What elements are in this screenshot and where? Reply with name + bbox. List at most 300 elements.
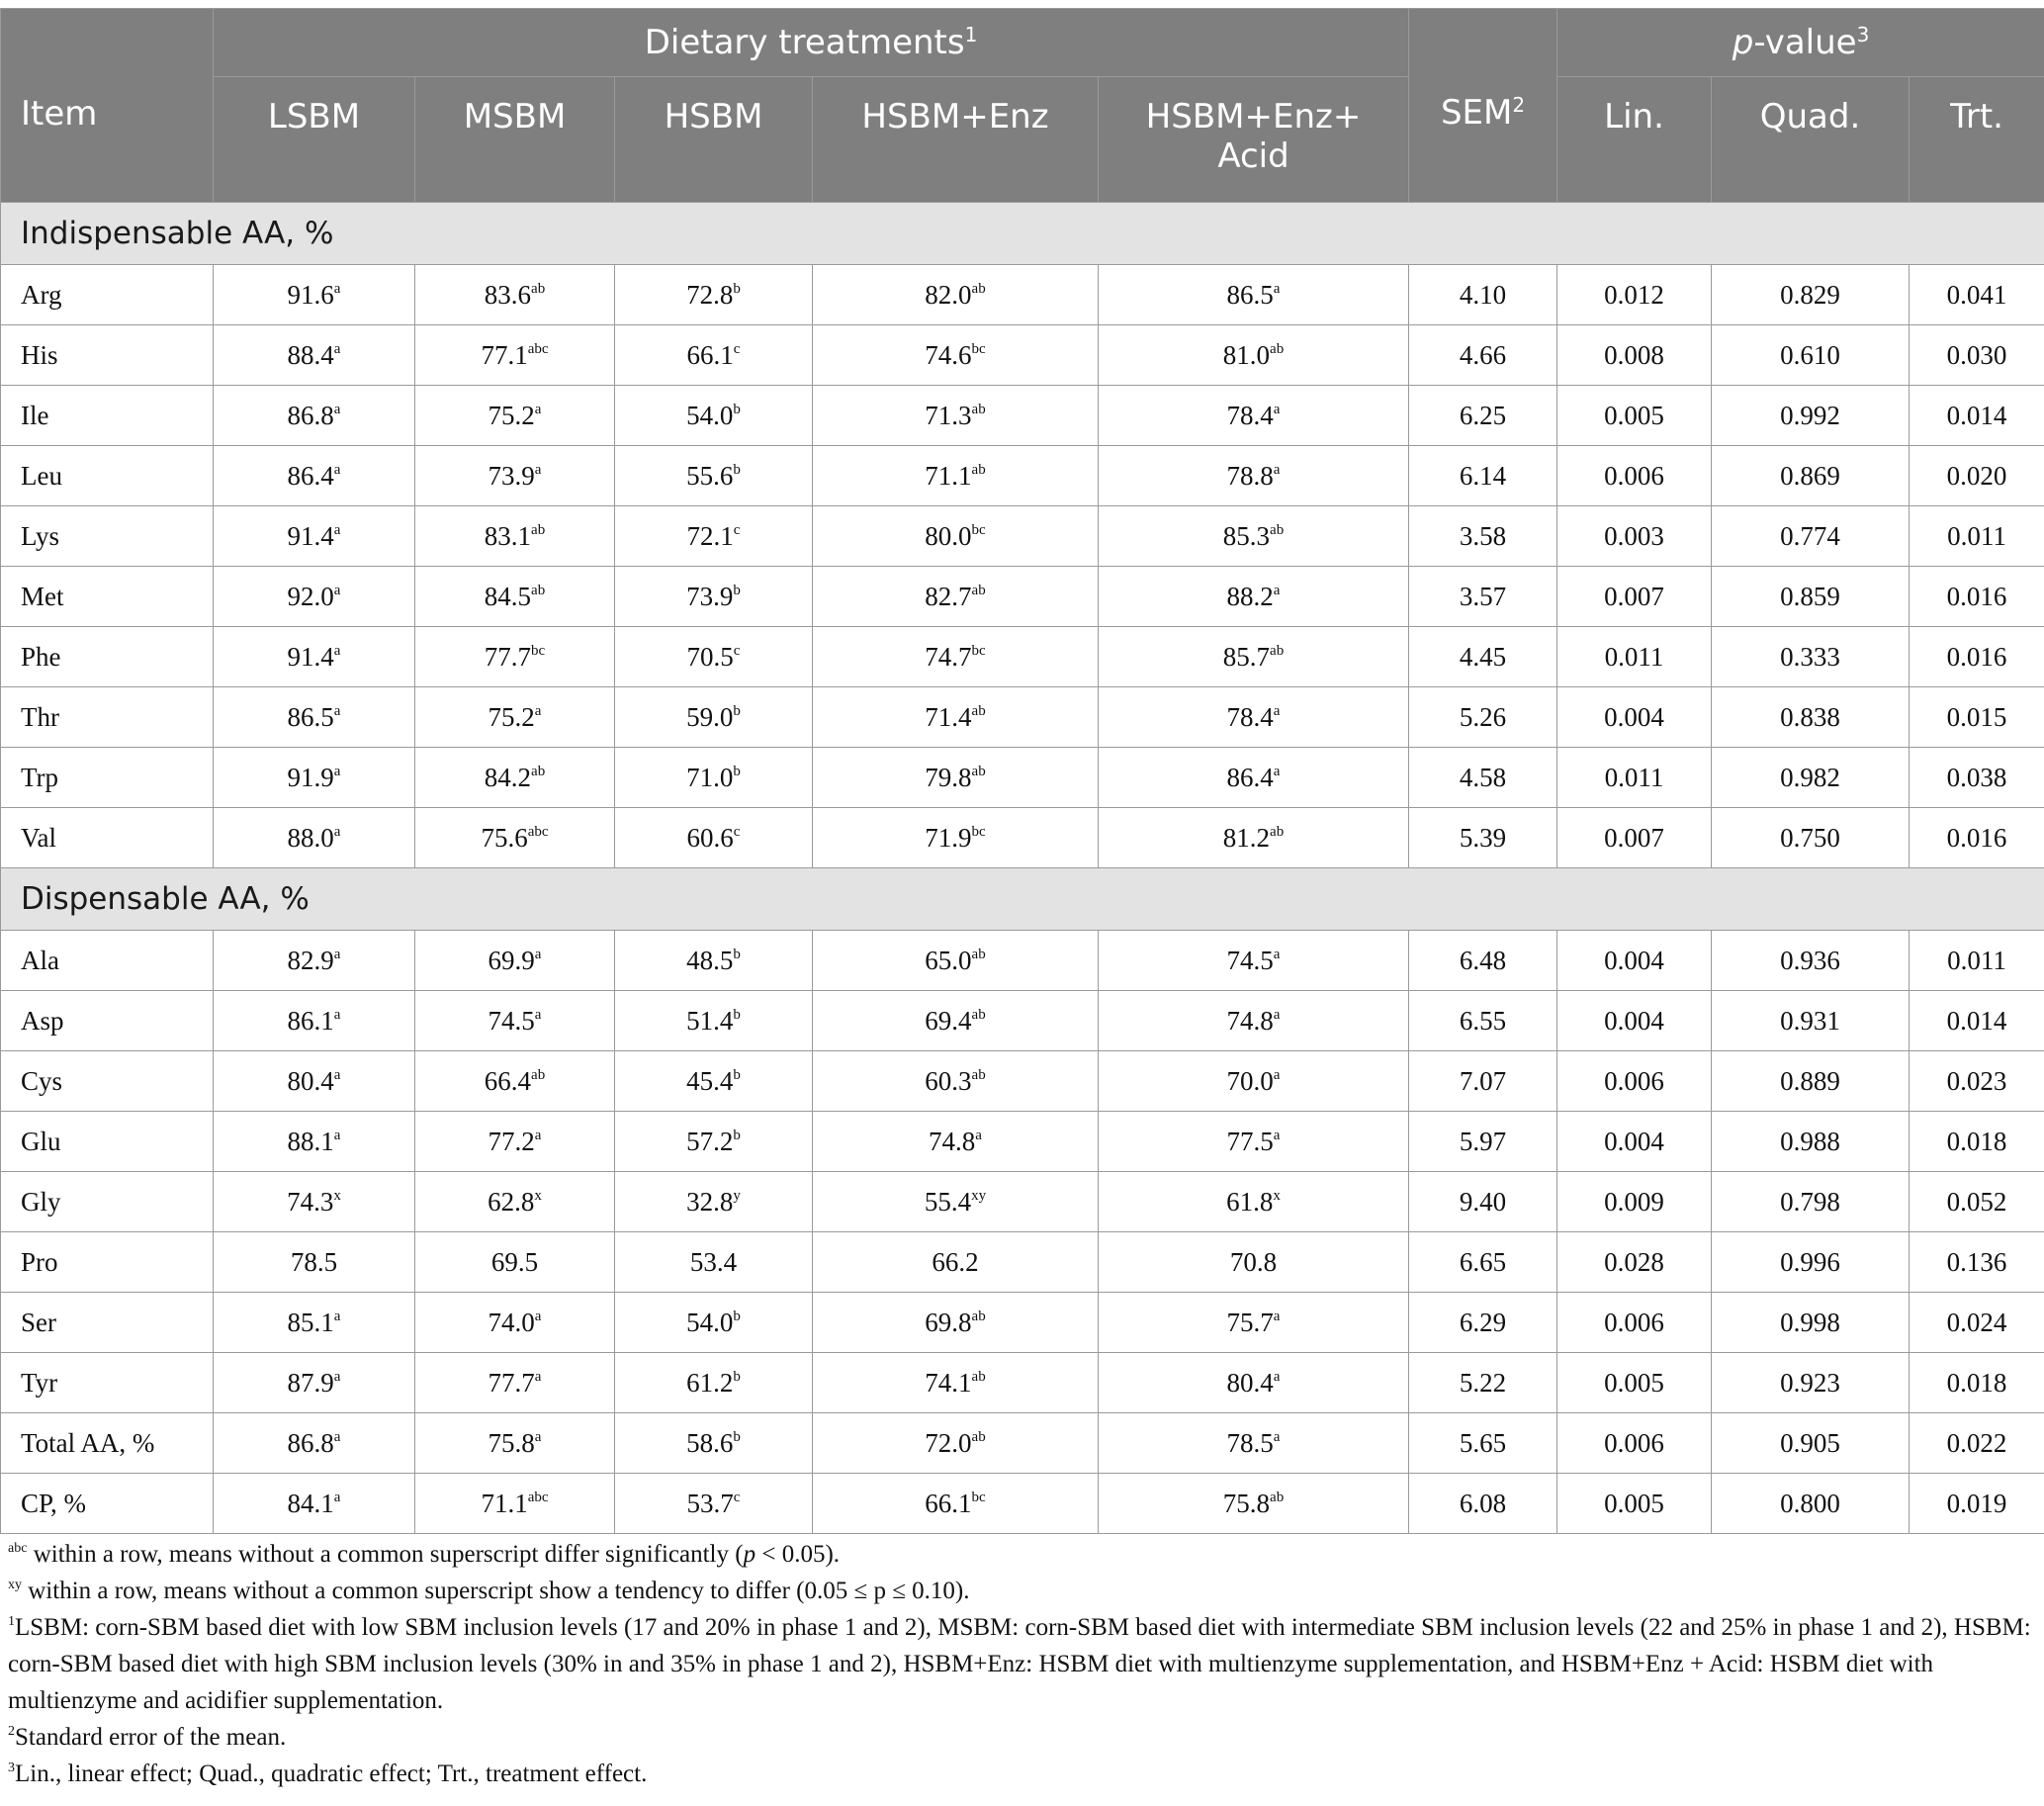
treatment-value-cell [214, 748, 415, 808]
significance-letter: a [333, 1127, 341, 1143]
treatment-value: 82.7 [925, 581, 972, 611]
treatment-value: 69.8 [925, 1307, 972, 1337]
row-trt: 0.015 [1910, 687, 2044, 748]
treatment-value: 84.5 [484, 581, 532, 611]
treatment-value: 77.1 [481, 339, 528, 370]
significance-letter: b [733, 1006, 741, 1023]
significance-letter: a [333, 582, 341, 598]
treatment-value: 86.8 [287, 1427, 334, 1458]
table-row [1, 1413, 2044, 1474]
treatment-value-cell [214, 1172, 415, 1232]
row-item: Thr [1, 687, 214, 748]
treatment-value: 71.9 [925, 822, 972, 853]
treatment-value: 91.4 [287, 520, 334, 551]
row-sem: 5.26 [1409, 687, 1557, 748]
row-sem: 7.07 [1409, 1051, 1557, 1112]
significance-letter: ab [971, 1066, 986, 1083]
treatment-value: 74.7 [925, 641, 972, 672]
treatment-value: 55.4 [924, 1186, 972, 1217]
significance-letter: a [1273, 582, 1281, 598]
treatment-value-cell [615, 1474, 813, 1534]
treatment-value-cell [214, 627, 415, 687]
row-sem: 3.57 [1409, 567, 1557, 627]
significance-letter: ab [1270, 823, 1285, 840]
treatment-value: 69.9 [488, 945, 535, 975]
treatment-value-cell [1099, 687, 1409, 748]
row-lin: 0.012 [1557, 265, 1712, 325]
header-sem: SEM$^2$ [1409, 9, 1557, 203]
row-lin: 0.007 [1557, 567, 1712, 627]
row-trt: 0.020 [1910, 446, 2044, 506]
treatment-value-cell [813, 991, 1099, 1051]
row-trt: 0.016 [1910, 627, 2044, 687]
significance-letter: ab [971, 401, 986, 417]
header-trt: Trt. [1910, 77, 2044, 203]
row-trt: 0.052 [1910, 1172, 2044, 1232]
significance-letter: abc [527, 823, 549, 840]
row-item: Leu [1, 446, 214, 506]
significance-letter: bc [971, 340, 986, 357]
treatment-value-cell [415, 748, 615, 808]
row-lin: 0.011 [1557, 627, 1712, 687]
row-item: Tyr [1, 1353, 214, 1413]
significance-letter: a [1273, 1308, 1281, 1324]
treatment-value: 79.8 [925, 762, 972, 792]
row-lin: 0.005 [1557, 1474, 1712, 1534]
row-quad: 0.996 [1712, 1232, 1910, 1293]
treatment-value: 84.1 [287, 1488, 334, 1518]
row-lin: 0.003 [1557, 506, 1712, 567]
row-quad: 0.838 [1712, 687, 1910, 748]
row-quad: 0.931 [1712, 991, 1910, 1051]
row-item: Gly [1, 1172, 214, 1232]
treatment-value-cell [813, 1112, 1099, 1172]
treatment-value: 74.6 [925, 339, 972, 370]
row-trt: 0.016 [1910, 567, 2044, 627]
treatment-value-cell [415, 1232, 615, 1293]
row-quad: 0.800 [1712, 1474, 1910, 1534]
treatment-value: 75.8 [488, 1427, 535, 1458]
table-body [1, 203, 2044, 1534]
row-lin: 0.008 [1557, 325, 1712, 386]
treatment-value-cell [615, 808, 813, 868]
treatment-value: 86.5 [287, 701, 334, 732]
row-quad: 0.610 [1712, 325, 1910, 386]
treatment-value-cell [813, 808, 1099, 868]
treatment-value: 87.9 [287, 1367, 334, 1398]
footnote-xy: $^{xy}$ within a row, means without a common superscript show a tendency to differ (0.05 ≤ p ≤ 0.10). [8, 1578, 970, 1604]
treatment-value-cell [1099, 808, 1409, 868]
row-trt: 0.024 [1910, 1293, 2044, 1353]
treatment-value: 74.3 [287, 1186, 334, 1217]
treatment-value-cell [1099, 325, 1409, 386]
treatment-value: 74.0 [488, 1307, 535, 1337]
row-item: CP, % [1, 1474, 214, 1534]
header-treatment: LSBM [214, 77, 415, 203]
table-row [1, 1172, 2044, 1232]
row-lin: 0.006 [1557, 1293, 1712, 1353]
significance-letter: xy [971, 1187, 987, 1204]
treatment-value: 84.2 [484, 762, 532, 792]
significance-letter: a [333, 1368, 341, 1385]
treatment-value-cell [415, 931, 615, 991]
treatment-value-cell [813, 931, 1099, 991]
treatment-value: 75.6 [481, 822, 528, 853]
significance-letter: b [733, 946, 741, 962]
row-lin: 0.006 [1557, 1413, 1712, 1474]
row-lin: 0.006 [1557, 1051, 1712, 1112]
significance-letter: ab [971, 461, 986, 478]
treatment-value: 78.4 [1226, 400, 1274, 430]
treatment-value: 77.2 [488, 1126, 535, 1156]
row-sem: 6.08 [1409, 1474, 1557, 1534]
treatment-value-cell [813, 627, 1099, 687]
treatment-value-cell [1099, 1051, 1409, 1112]
treatment-value: 86.1 [287, 1005, 334, 1036]
significance-letter: b [733, 702, 741, 719]
treatment-value: 48.5 [686, 945, 734, 975]
treatment-value: 60.3 [925, 1065, 972, 1096]
significance-letter: bc [971, 521, 986, 538]
significance-letter: a [534, 1308, 542, 1324]
treatment-value: 75.8 [1222, 1488, 1271, 1518]
treatment-value-cell [813, 1413, 1099, 1474]
treatment-value: 82.0 [925, 279, 972, 310]
header-treatment: HSBM+Enz [813, 77, 1099, 203]
treatment-value: 66.1 [686, 339, 734, 370]
treatment-value-cell [813, 1474, 1099, 1534]
row-sem: 6.55 [1409, 991, 1557, 1051]
significance-letter: a [1273, 1066, 1281, 1083]
row-sem: 4.66 [1409, 325, 1557, 386]
row-sem: 6.48 [1409, 931, 1557, 991]
header-quad: Quad. [1712, 77, 1910, 203]
treatment-value-cell [214, 1051, 415, 1112]
significance-letter: abc [527, 340, 549, 357]
significance-letter: a [1273, 763, 1281, 779]
significance-letter: a [534, 1368, 542, 1385]
significance-letter: a [1273, 1006, 1281, 1023]
significance-letter: a [1273, 1368, 1281, 1385]
treatment-value: 72.8 [686, 279, 734, 310]
row-trt: 0.041 [1910, 265, 2044, 325]
significance-letter: x [534, 1187, 542, 1204]
treatment-value-cell [415, 1172, 615, 1232]
row-quad: 0.829 [1712, 265, 1910, 325]
significance-letter: x [333, 1187, 341, 1204]
treatment-value: 74.8 [929, 1126, 976, 1156]
treatment-value-cell [615, 386, 813, 446]
treatment-value-cell [813, 325, 1099, 386]
treatment-value: 60.6 [686, 822, 734, 853]
significance-letter: b [733, 401, 741, 417]
significance-letter: b [733, 1127, 741, 1143]
row-lin: 0.006 [1557, 446, 1712, 506]
table-row [1, 265, 2044, 325]
significance-letter: a [333, 401, 341, 417]
row-lin: 0.009 [1557, 1172, 1712, 1232]
treatment-value: 80.4 [287, 1065, 334, 1096]
row-quad: 0.905 [1712, 1413, 1910, 1474]
significance-letter: a [534, 1006, 542, 1023]
treatment-value-cell [415, 567, 615, 627]
treatment-value-cell [415, 687, 615, 748]
row-item: Val [1, 808, 214, 868]
significance-letter: c [733, 1489, 741, 1505]
treatment-value: 73.9 [488, 460, 535, 491]
treatment-value: 80.0 [925, 520, 972, 551]
significance-letter: c [733, 340, 741, 357]
treatment-value-cell [214, 1112, 415, 1172]
treatment-value: 74.5 [1226, 945, 1274, 975]
table-row [1, 1232, 2044, 1293]
treatment-value: 88.2 [1226, 581, 1274, 611]
treatment-value-cell [615, 1353, 813, 1413]
treatment-value-cell [615, 506, 813, 567]
significance-letter: ab [971, 582, 986, 598]
treatment-value: 85.3 [1222, 520, 1271, 551]
significance-letter: ab [531, 1066, 546, 1083]
treatment-value-cell [813, 687, 1099, 748]
treatment-value-cell [415, 808, 615, 868]
row-sem: 5.65 [1409, 1413, 1557, 1474]
treatment-value-cell [415, 1353, 615, 1413]
treatment-value-cell [214, 325, 415, 386]
significance-letter: a [1273, 461, 1281, 478]
treatment-value-cell [615, 1112, 813, 1172]
significance-letter: a [333, 340, 341, 357]
row-sem: 6.25 [1409, 386, 1557, 446]
significance-letter: c [733, 823, 741, 840]
treatment-value: 77.7 [488, 1367, 535, 1398]
row-trt: 0.019 [1910, 1474, 2044, 1534]
treatment-value-cell [615, 627, 813, 687]
treatment-value: 53.4 [689, 1246, 738, 1277]
significance-letter: ab [1270, 1489, 1285, 1505]
treatment-value: 71.4 [925, 701, 972, 732]
row-sem: 5.97 [1409, 1112, 1557, 1172]
row-quad: 0.750 [1712, 808, 1910, 868]
significance-letter: c [733, 521, 741, 538]
header-treatment: HSBM [615, 77, 813, 203]
treatment-value-cell [813, 265, 1099, 325]
treatment-value-cell [214, 446, 415, 506]
significance-letter: ab [971, 1428, 986, 1445]
table-header [1, 9, 2044, 203]
row-sem: 5.39 [1409, 808, 1557, 868]
treatment-value-cell [813, 386, 1099, 446]
treatment-value: 66.2 [932, 1246, 979, 1277]
row-quad: 0.333 [1712, 627, 1910, 687]
row-quad: 0.798 [1712, 1172, 1910, 1232]
row-quad: 0.869 [1712, 446, 1910, 506]
treatment-value-cell [615, 748, 813, 808]
row-item: Asp [1, 991, 214, 1051]
treatment-value: 81.0 [1222, 339, 1271, 370]
table-row [1, 446, 2044, 506]
treatment-value-cell [415, 1051, 615, 1112]
treatment-value: 85.1 [287, 1307, 334, 1337]
treatment-value-cell [1099, 1232, 1409, 1293]
treatment-value-cell [214, 991, 415, 1051]
row-trt: 0.136 [1910, 1232, 2044, 1293]
table-row [1, 1353, 2044, 1413]
table-row [1, 991, 2044, 1051]
section-title: Indispensable AA, % [1, 203, 2044, 265]
treatment-value: 75.2 [488, 701, 535, 732]
treatment-value: 92.0 [287, 581, 334, 611]
section-header-row [1, 868, 2044, 931]
treatment-value: 78.5 [290, 1246, 338, 1277]
row-quad: 0.988 [1712, 1112, 1910, 1172]
significance-letter: a [333, 642, 341, 659]
significance-letter: ab [1270, 521, 1285, 538]
treatment-value-cell [415, 1413, 615, 1474]
treatment-value-cell [615, 1232, 813, 1293]
significance-letter: b [733, 1066, 741, 1083]
significance-letter: b [733, 582, 741, 598]
footnote-abc: $^{abc}$ within a row, means without a common superscript differ significantly (p < 0.05). [8, 1541, 841, 1568]
table-row [1, 748, 2044, 808]
row-item: Total AA, % [1, 1413, 214, 1474]
row-sem: 6.29 [1409, 1293, 1557, 1353]
treatment-value-cell [615, 1051, 813, 1112]
row-item: Ile [1, 386, 214, 446]
treatment-value-cell [615, 325, 813, 386]
treatment-value: 83.1 [484, 520, 532, 551]
treatment-value-cell [214, 1413, 415, 1474]
significance-letter: ab [531, 582, 546, 598]
significance-letter: ab [1270, 642, 1285, 659]
row-sem: 6.14 [1409, 446, 1557, 506]
row-quad: 0.936 [1712, 931, 1910, 991]
row-lin: 0.004 [1557, 991, 1712, 1051]
treatment-value-cell [1099, 446, 1409, 506]
treatment-value: 86.8 [287, 400, 334, 430]
row-item: Ala [1, 931, 214, 991]
footnote-2: $^2$Standard error of the mean. [8, 1724, 287, 1751]
treatment-value-cell [615, 1293, 813, 1353]
treatment-value-cell [415, 627, 615, 687]
treatment-value: 59.0 [686, 701, 734, 732]
header-dietary-treatments: Dietary treatments$^1$ [214, 9, 1409, 77]
treatment-value-cell [1099, 1293, 1409, 1353]
treatment-value-cell [415, 325, 615, 386]
significance-letter: bc [531, 642, 546, 659]
treatment-value: 73.9 [686, 581, 734, 611]
header-treatment: HSBM+Enz+ Acid [1099, 77, 1409, 203]
treatment-value: 81.2 [1222, 822, 1271, 853]
treatment-value-cell [615, 687, 813, 748]
row-quad: 0.923 [1712, 1353, 1910, 1413]
significance-letter: bc [971, 823, 986, 840]
significance-letter: a [1273, 401, 1281, 417]
treatment-value: 53.7 [686, 1488, 734, 1518]
treatment-value-cell [615, 1172, 813, 1232]
treatment-value-cell [813, 506, 1099, 567]
treatment-value-cell [615, 931, 813, 991]
significance-letter: b [733, 461, 741, 478]
treatment-value: 57.2 [686, 1126, 734, 1156]
treatment-value: 91.6 [287, 279, 334, 310]
treatment-value-cell [615, 567, 813, 627]
row-sem: 6.65 [1409, 1232, 1557, 1293]
treatment-value-cell [1099, 1172, 1409, 1232]
treatment-value: 54.0 [686, 1307, 734, 1337]
row-lin: 0.005 [1557, 386, 1712, 446]
header-item: Item [1, 9, 214, 203]
table-row [1, 1112, 2044, 1172]
row-trt: 0.011 [1910, 506, 2044, 567]
row-sem: 4.10 [1409, 265, 1557, 325]
treatment-value-cell [1099, 1413, 1409, 1474]
row-item: Pro [1, 1232, 214, 1293]
row-item: Arg [1, 265, 214, 325]
significance-letter: ab [971, 763, 986, 779]
treatment-value: 65.0 [925, 945, 972, 975]
treatment-value-cell [415, 1112, 615, 1172]
treatment-value: 78.4 [1226, 701, 1274, 732]
treatment-value-cell [214, 386, 415, 446]
treatment-value: 62.8 [488, 1186, 535, 1217]
treatment-value-cell [415, 991, 615, 1051]
treatment-value-cell [813, 1051, 1099, 1112]
treatment-value: 75.2 [488, 400, 535, 430]
row-sem: 5.22 [1409, 1353, 1557, 1413]
treatment-value: 78.8 [1226, 460, 1274, 491]
row-quad: 0.774 [1712, 506, 1910, 567]
treatment-value: 88.4 [287, 339, 334, 370]
row-trt: 0.018 [1910, 1112, 2044, 1172]
significance-letter: ab [971, 1368, 986, 1385]
treatment-value-cell [214, 265, 415, 325]
significance-letter: a [333, 1489, 341, 1505]
treatment-value: 72.0 [925, 1427, 972, 1458]
row-item: His [1, 325, 214, 386]
treatment-value-cell [214, 1353, 415, 1413]
treatment-value-cell [1099, 265, 1409, 325]
significance-letter: ab [531, 280, 546, 297]
aa-digestibility-table [0, 8, 2044, 1534]
row-item: Trp [1, 748, 214, 808]
treatment-value-cell [214, 687, 415, 748]
row-trt: 0.022 [1910, 1413, 2044, 1474]
treatment-value-cell [214, 1293, 415, 1353]
treatment-value-cell [813, 1293, 1099, 1353]
treatment-value-cell [813, 446, 1099, 506]
row-item: Glu [1, 1112, 214, 1172]
significance-letter: a [534, 401, 542, 417]
row-sem: 3.58 [1409, 506, 1557, 567]
treatment-value: 61.8 [1226, 1186, 1274, 1217]
significance-letter: a [1273, 702, 1281, 719]
row-lin: 0.004 [1557, 687, 1712, 748]
significance-letter: a [333, 763, 341, 779]
treatment-value-cell [1099, 386, 1409, 446]
row-quad: 0.998 [1712, 1293, 1910, 1353]
treatment-value-cell [1099, 1353, 1409, 1413]
significance-letter: a [534, 1127, 542, 1143]
treatment-value: 88.1 [287, 1126, 334, 1156]
significance-letter: ab [971, 1006, 986, 1023]
treatment-value-cell [415, 446, 615, 506]
treatment-value: 45.4 [686, 1065, 734, 1096]
treatment-value: 74.1 [925, 1367, 972, 1398]
treatment-value: 70.0 [1226, 1065, 1274, 1096]
significance-letter: ab [531, 763, 546, 779]
row-trt: 0.014 [1910, 991, 2044, 1051]
treatment-value-cell [1099, 748, 1409, 808]
